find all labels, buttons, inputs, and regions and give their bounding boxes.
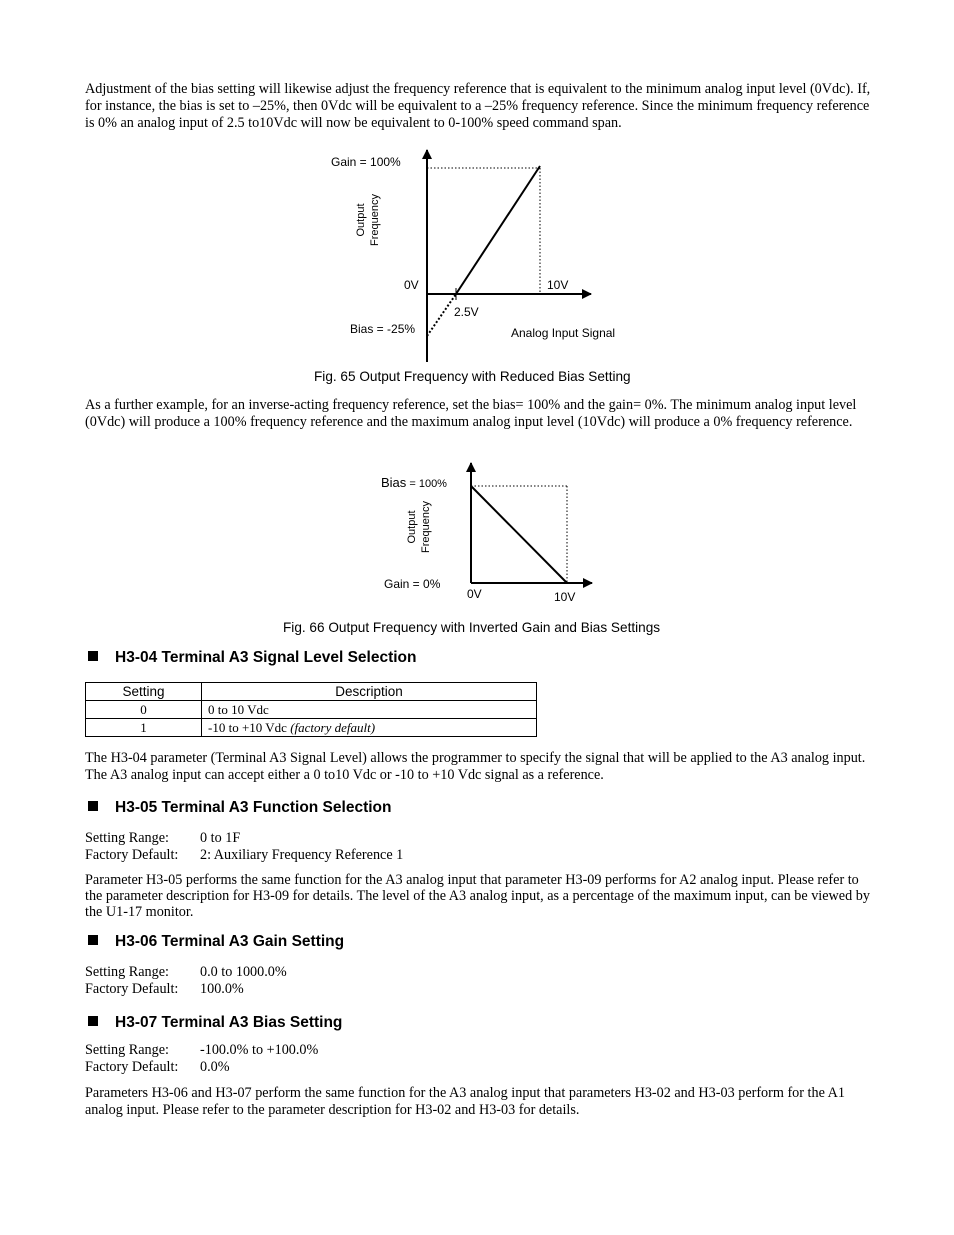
range-label: Setting Range: bbox=[85, 830, 169, 846]
fig65-xlabel: Analog Input Signal bbox=[511, 326, 616, 340]
fig65-output-line bbox=[456, 166, 540, 294]
h3-05-default bbox=[85, 847, 403, 864]
bullet-square-icon bbox=[88, 801, 98, 811]
bullet-square-icon bbox=[88, 651, 98, 661]
default-label: Factory Default: bbox=[85, 981, 179, 997]
fig66-caption: Fig. 66 Output Frequency with Inverted Gain and Bias Settings bbox=[283, 620, 661, 635]
h3-04-heading bbox=[88, 649, 417, 667]
h3-04-paragraph: The H3-04 parameter (Terminal A3 Signal Level) allows the programmer to specify the signal that will be applied to the A3 analog input. The A3 analog input can accept either a 0 to10 Vdc or -10 to +10 Vdc signal as a reference. bbox=[85, 750, 866, 783]
fig66-gain-label: Gain = 0% bbox=[384, 577, 441, 591]
table-cell-description bbox=[202, 719, 537, 737]
fig65-zero-label: 0V bbox=[404, 278, 419, 292]
fig65-bias-label: Bias = -25% bbox=[350, 322, 416, 336]
row1-description: -10 to +10 Vdc bbox=[208, 719, 291, 735]
h3-06-heading bbox=[88, 933, 344, 951]
h3-04-heading-text: H3-04 Terminal A3 Signal Level Selection bbox=[115, 649, 417, 666]
range-value: 0 to 1F bbox=[200, 830, 241, 846]
row1-note: (factory default) bbox=[290, 719, 376, 735]
table-cell-setting: 0 bbox=[86, 701, 202, 719]
range-value: -100.0% to +100.0% bbox=[200, 1042, 319, 1058]
default-value: 2: Auxiliary Frequency Reference 1 bbox=[200, 847, 404, 863]
h3-06-default bbox=[85, 981, 244, 998]
fig65-caption: Fig. 65 Output Frequency with Reduced Bias Setting bbox=[314, 369, 631, 384]
table-row bbox=[86, 719, 537, 737]
default-label: Factory Default: bbox=[85, 847, 179, 863]
h3-05-range bbox=[85, 830, 240, 847]
row0-description: 0 to 10 Vdc bbox=[208, 701, 269, 717]
table-header-description: Description bbox=[202, 683, 537, 701]
fig65-ylabel-2: Frequency bbox=[369, 194, 381, 246]
fig66-ylabel-1: Output bbox=[406, 510, 418, 544]
range-label: Setting Range: bbox=[85, 964, 169, 980]
default-label: Factory Default: bbox=[85, 1059, 179, 1075]
h3-07-heading bbox=[88, 1014, 342, 1032]
range-label: Setting Range: bbox=[85, 1042, 169, 1058]
fig66-bias-label: Bias = 100% bbox=[381, 475, 447, 490]
fig65-ylabel-1: Output bbox=[355, 203, 367, 237]
table-header-setting: Setting bbox=[86, 683, 202, 701]
table-cell-setting: 1 bbox=[86, 719, 202, 737]
h3-07-paragraph: Parameters H3-06 and H3-07 perform the same function for the A3 analog input that parameters H3-02 and H3-03 perform for the A1 analog input. Please refer to the parameter description for H3-02 and H3-03 for details. bbox=[85, 1085, 845, 1118]
h3-05-paragraph: Parameter H3-05 performs the same function for the A3 analog input that parameter H3-09 performs for A2 analog input. Please refer to the parameter description for H3-09 for details. The level of the A3 analog input, as a percentage of the maximum input, can be viewed by the U1-17 monitor. bbox=[85, 872, 870, 920]
fig65-x25-label: 2.5V bbox=[454, 305, 479, 319]
range-value: 0.0 to 1000.0% bbox=[200, 964, 287, 980]
further-paragraph: As a further example, for an inverse-acting frequency reference, set the bias= 100% and the gain= 0%. The minimum analog input level (0Vdc) will produce a 100% frequency reference and the maximum analog input level (10Vdc) will produce a 0% frequency reference. bbox=[85, 397, 857, 430]
fig66-diagram bbox=[0, 455, 954, 605]
h3-07-default bbox=[85, 1059, 230, 1076]
default-value: 100.0% bbox=[200, 981, 244, 997]
default-value: 0.0% bbox=[200, 1059, 230, 1075]
h3-05-heading-text: H3-05 Terminal A3 Function Selection bbox=[115, 799, 392, 816]
table-header-row bbox=[86, 683, 537, 701]
intro-paragraph: Adjustment of the bias setting will likewise adjust the frequency reference that is equivalent to the minimum analog input level (0Vdc). If, for instance, the bias is set to –25%, then 0Vdc will be equivalent to a –25% frequency reference. Since the minimum frequency reference is 0% an analog input of 2.5 to10Vdc will now be equivalent to 0-100% speed command span. bbox=[85, 81, 871, 131]
fig66-zero-label: 0V bbox=[467, 587, 482, 601]
table-cell-description bbox=[202, 701, 537, 719]
table-row bbox=[86, 701, 537, 719]
fig65-diagram bbox=[0, 0, 954, 400]
bullet-square-icon bbox=[88, 1016, 98, 1026]
fig65-bias-extension bbox=[427, 294, 456, 336]
fig66-ten-label: 10V bbox=[554, 590, 576, 604]
fig66-ylabel-2: Frequency bbox=[420, 501, 432, 553]
h3-06-range bbox=[85, 964, 287, 981]
h3-07-range bbox=[85, 1042, 318, 1059]
fig66-output-line bbox=[471, 486, 567, 583]
h3-06-heading-text: H3-06 Terminal A3 Gain Setting bbox=[115, 933, 345, 950]
fig65-ten-label: 10V bbox=[547, 278, 569, 292]
h3-04-table bbox=[85, 682, 537, 737]
h3-07-heading-text: H3-07 Terminal A3 Bias Setting bbox=[115, 1014, 343, 1031]
bullet-square-icon bbox=[88, 935, 98, 945]
fig65-gain-label: Gain = 100% bbox=[331, 155, 401, 169]
h3-05-heading bbox=[88, 799, 391, 817]
